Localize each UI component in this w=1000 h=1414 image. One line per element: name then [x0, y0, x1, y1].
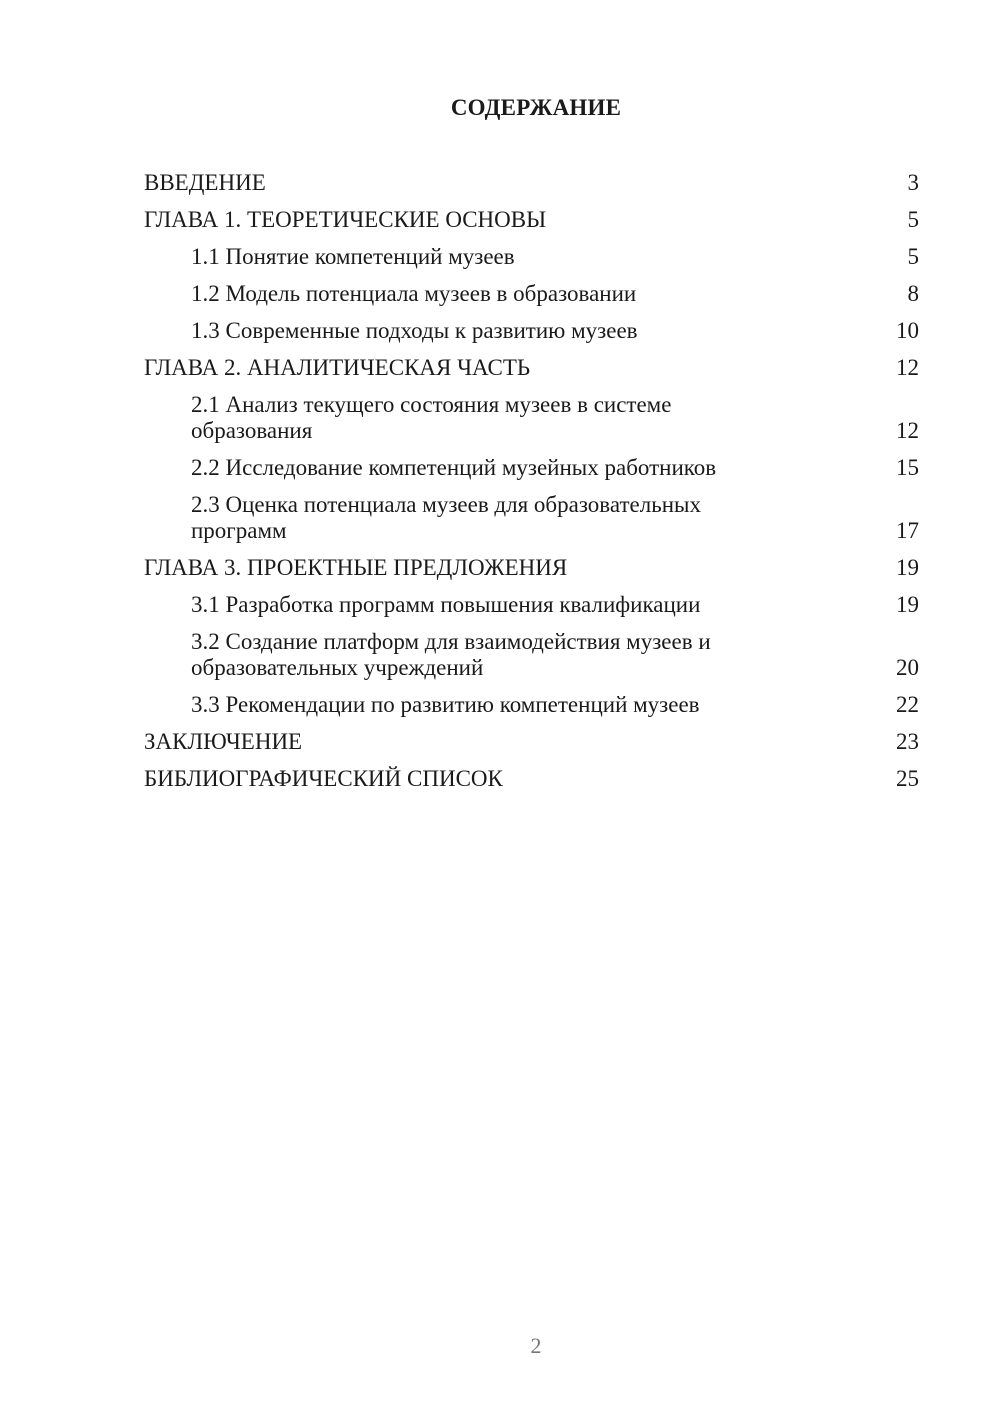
- toc-entry: [144, 355, 919, 381]
- toc-entry-title: ГЛАВА 1. ТЕОРЕТИЧЕСКИЕ ОСНОВЫ: [144, 207, 547, 232]
- toc-entry-page: 17: [896, 518, 919, 543]
- toc-entry-page: 10: [896, 318, 919, 343]
- toc-entry-title: 2.2 Исследование компетенций музейных работников: [191, 455, 717, 480]
- toc-entry-title: ЗАКЛЮЧЕНИЕ: [144, 729, 303, 754]
- toc-entry-page: 15: [896, 455, 919, 480]
- toc-entry-page: 5: [907, 207, 919, 232]
- toc-entry: [144, 392, 919, 444]
- toc-entry-title: ГЛАВА 2. АНАЛИТИЧЕСКАЯ ЧАСТЬ: [144, 355, 531, 380]
- toc-entry-title: 3.2 Создание платформ для взаимодействия музеев и образовательных учреждений: [191, 629, 711, 680]
- toc-entry-page: 25: [896, 766, 919, 791]
- toc-entry: [144, 207, 919, 233]
- toc-entry-title: 1.3 Современные подходы к развитию музеев: [191, 318, 638, 343]
- toc-entry: [144, 455, 919, 481]
- page-number: 2: [530, 1333, 542, 1358]
- toc-entry-page: 22: [896, 692, 919, 717]
- toc-entry-title: ВВЕДЕНИЕ: [144, 170, 266, 195]
- toc-entry-title: 1.2 Модель потенциала музеев в образовании: [191, 281, 637, 306]
- toc-entry-page: 20: [896, 655, 919, 680]
- toc-entry-title: ГЛАВА 3. ПРОЕКТНЫЕ ПРЕДЛОЖЕНИЯ: [144, 555, 568, 580]
- toc-entry-title: 3.1 Разработка программ повышения квалификации: [191, 592, 701, 617]
- toc-entry-page: 19: [896, 555, 919, 580]
- toc-entry: [144, 629, 919, 681]
- toc-entry: [144, 555, 919, 581]
- toc-entry: [144, 170, 919, 196]
- toc-entry: [144, 592, 919, 618]
- toc-entry-page: 12: [896, 355, 919, 380]
- toc-entry-page: 5: [907, 244, 919, 269]
- toc-entry: [144, 492, 919, 544]
- toc-entry-page: 23: [896, 729, 919, 754]
- toc-entry: [144, 244, 919, 270]
- toc-entry: [144, 318, 919, 344]
- toc-entry-title: 2.3 Оценка потенциала музеев для образовательных программ: [191, 492, 701, 543]
- toc-entry-page: 19: [896, 592, 919, 617]
- toc-entry-title: 3.3 Рекомендации по развитию компетенций музеев: [191, 692, 700, 717]
- toc-entry: [144, 729, 919, 755]
- toc-entry: [144, 692, 919, 718]
- toc-entry-page: 8: [907, 281, 919, 306]
- toc-entry-page: 12: [896, 418, 919, 443]
- toc-entry-page: 3: [907, 170, 919, 195]
- toc-entry: [144, 281, 919, 307]
- table-of-contents: [144, 170, 919, 803]
- toc-entry: [144, 766, 919, 792]
- toc-entry-title: 1.1 Понятие компетенций музеев: [191, 244, 515, 269]
- toc-entry-title: 2.1 Анализ текущего состояния музеев в системе образования: [191, 392, 672, 443]
- page-title: СОДЕРЖАНИЕ: [450, 95, 622, 120]
- toc-entry-title: БИБЛИОГРАФИЧЕСКИЙ СПИСОК: [144, 766, 503, 791]
